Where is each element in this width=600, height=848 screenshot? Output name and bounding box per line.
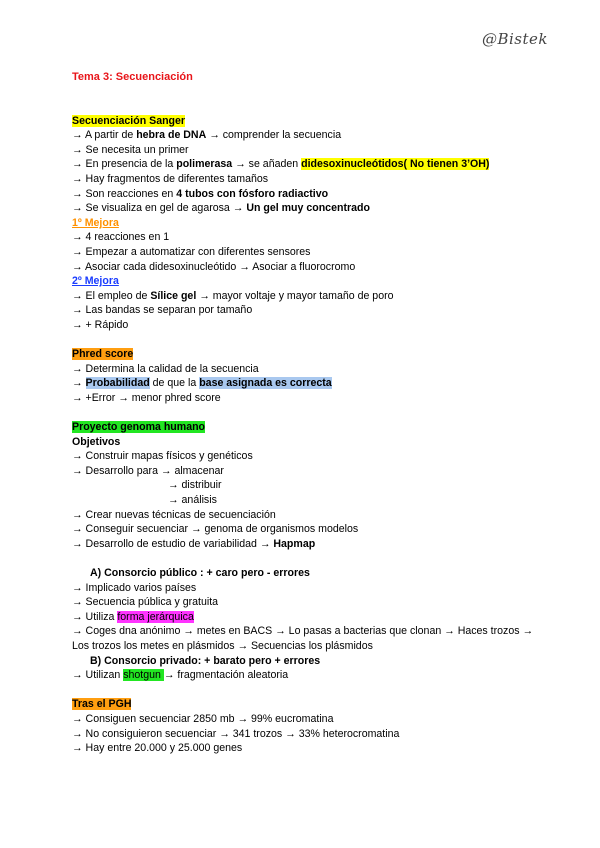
objetivo-3: → Crear nuevas técnicas de secuenciación [72,508,276,521]
sanger-line-5: → Son reacciones en 4 tubos con fósforo radiactivo [72,187,329,200]
notes-body [72,70,552,756]
mejora-2-heading: 2º Mejora [72,275,119,288]
phred-line-2: → Probabilidad de que la base asignada es correcta [72,377,332,390]
section-phred-heading: Phred score [72,348,134,361]
tras-line-2: → No consiguieron secuenciar → 341 trozos → 33% heterocromatina [72,727,400,740]
spacer [72,405,552,420]
mejora-1-line-1: → 4 reacciones en 1 [72,231,170,244]
section-tras-heading: Tras el PGH [72,698,132,711]
mejora-1-line-3: → Asociar cada didesoxinucleótido → Asociar a fluorocromo [72,260,356,273]
spacer [72,683,552,698]
mejora-2-line-2: → Las bandas se separan por tamaño [72,304,253,317]
sanger-line-2: → Se necesita un primer [72,143,189,156]
author-signature: @Bistek [481,30,548,48]
tras-line-3: → Hay entre 20.000 y 25.000 genes [72,742,243,755]
objetivo-2-sub-1: → distribuir [168,479,222,492]
spacer [72,551,552,566]
consorcio-privado-heading: B) Consorcio privado: + barato pero + errores [90,654,321,667]
mejora-1-line-2: → Empezar a automatizar con diferentes sensores [72,245,311,258]
objetivo-1: → Construir mapas físicos y genéticos [72,450,253,463]
sanger-line-4: → Hay fragmentos de diferentes tamaños [72,172,269,185]
sanger-line-6: → Se visualiza en gel de agarosa → Un gel muy concentrado [72,202,370,215]
tras-line-1: → Consiguen secuenciar 2850 mb → 99% eucromatina [72,712,334,725]
page-title: Tema 3: Secuenciación [72,71,193,83]
objetivo-2: → Desarrollo para → almacenar [72,464,224,477]
sanger-line-3: → En presencia de la polimerasa → se añaden didesoxinucleótidos( No tienen 3’OH) [72,158,490,171]
consorcio-privado-line-1: → Utilizan shotgun → fragmentación aleatoria [72,669,289,682]
objetivo-2-sub-2: → análisis [168,494,217,507]
consorcio-publico-heading: A) Consorcio público : + caro pero - errores [90,567,310,579]
consorcio-publico-line-4: → Coges dna anónimo → metes en BACS → Lo pasas a bacterias que clonan → Haces trozos → Los trozos los metes en plásmidos → Secuencias los plásmidos [72,625,534,652]
objetivo-4: → Conseguir secuenciar → genoma de organismos modelos [72,523,359,536]
consorcio-publico-line-3: → Utiliza forma jerárquica [72,610,194,623]
consorcio-publico-line-2: → Secuencia pública y gratuita [72,596,219,609]
section-sanger-heading: Secuenciación Sanger [72,114,186,127]
mejora-1-heading: 1º Mejora [72,216,119,229]
mejora-2-line-3: → + Rápido [72,318,129,331]
objetivos-heading: Objetivos [72,435,121,448]
mejora-2-line-1: → El empleo de Sílice gel → mayor voltaje y mayor tamaño de poro [72,289,394,302]
spacer [72,333,552,348]
objetivo-5: → Desarrollo de estudio de variabilidad → Hapmap [72,537,316,550]
sanger-line-1: → A partir de hebra de DNA → comprender la secuencia [72,129,342,142]
phred-line-3: → +Error → menor phred score [72,391,221,404]
phred-line-1: → Determina la calidad de la secuencia [72,362,259,375]
section-genoma-heading: Proyecto genoma humano [72,421,206,434]
consorcio-publico-line-1: → Implicado varios países [72,581,197,594]
